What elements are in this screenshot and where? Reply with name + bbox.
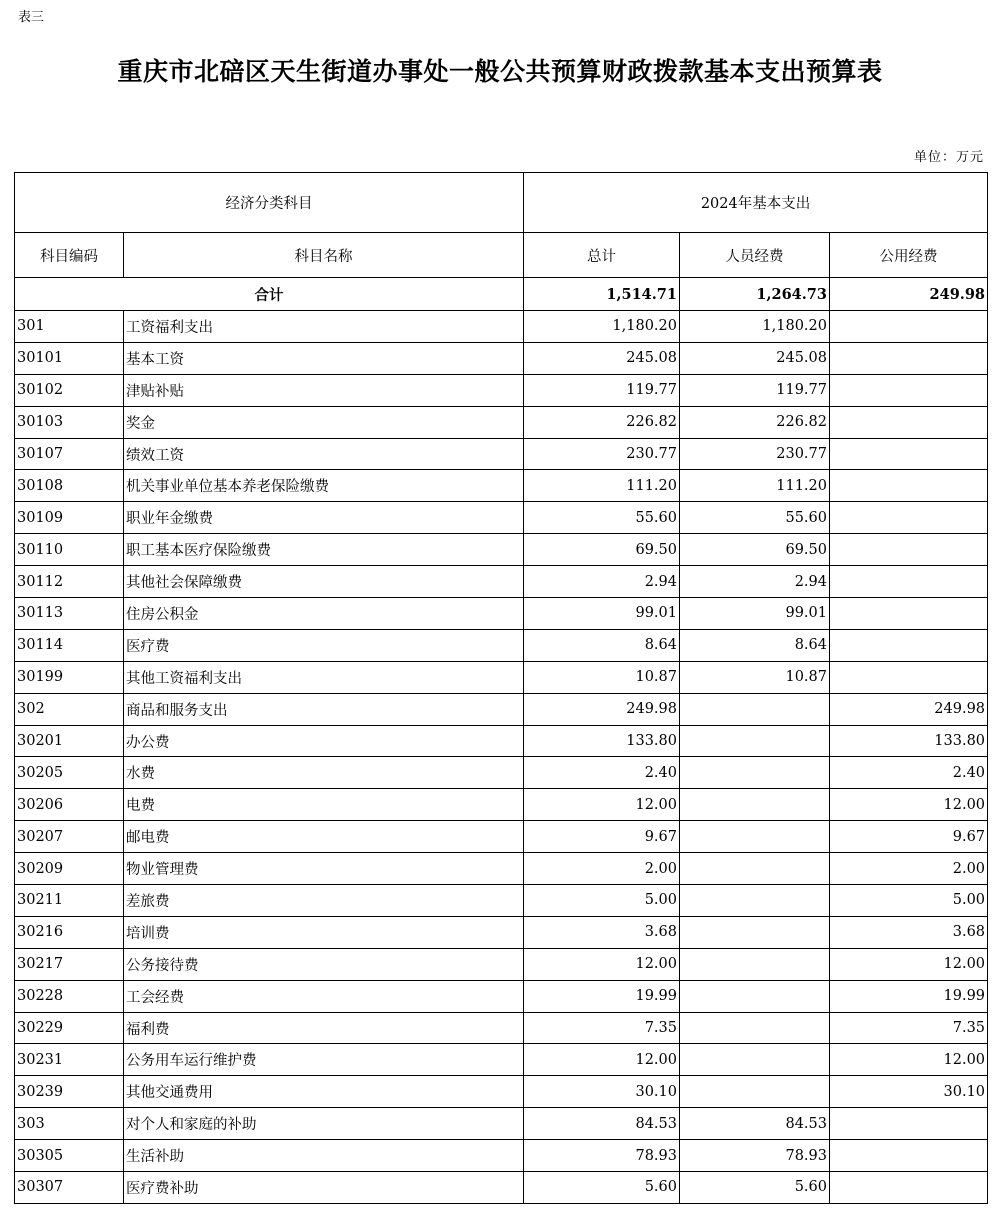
row-public: [830, 598, 988, 630]
row-total: 8.64: [524, 629, 680, 661]
row-personnel: [680, 916, 830, 948]
table-row: [15, 566, 988, 598]
row-personnel: 230.77: [680, 438, 830, 470]
row-public: 30.10: [830, 1076, 988, 1108]
table-row: [15, 1076, 988, 1108]
row-total: 9.67: [524, 821, 680, 853]
row-total: 12.00: [524, 1044, 680, 1076]
row-name: 住房公积金: [124, 598, 524, 630]
row-total: 3.68: [524, 916, 680, 948]
row-public: [830, 311, 988, 343]
total-row: [15, 278, 988, 311]
row-code: 30201: [15, 725, 124, 757]
row-total: 55.60: [524, 502, 680, 534]
row-total: 12.00: [524, 789, 680, 821]
table-row: [15, 789, 988, 821]
table-row: [15, 1108, 988, 1140]
row-total: 245.08: [524, 342, 680, 374]
row-name: 职工基本医疗保险缴费: [124, 534, 524, 566]
row-personnel: [680, 1076, 830, 1108]
table-row: [15, 821, 988, 853]
row-personnel: 226.82: [680, 406, 830, 438]
row-personnel: 111.20: [680, 470, 830, 502]
row-total: 1,180.20: [524, 311, 680, 343]
table-row: [15, 661, 988, 693]
row-personnel: [680, 757, 830, 789]
row-name: 工资福利支出: [124, 311, 524, 343]
row-code: 301: [15, 311, 124, 343]
page-title: 重庆市北碚区天生街道办事处一般公共预算财政拨款基本支出预算表: [117, 57, 883, 86]
row-public: 3.68: [830, 916, 988, 948]
row-total: 2.00: [524, 853, 680, 885]
row-code: 30109: [15, 502, 124, 534]
row-public: 2.00: [830, 853, 988, 885]
row-code: 30199: [15, 661, 124, 693]
table-row: [15, 693, 988, 725]
row-total: 7.35: [524, 1012, 680, 1044]
total-public: 249.98: [830, 278, 988, 311]
table-row: [15, 1012, 988, 1044]
row-personnel: [680, 1012, 830, 1044]
row-total: 133.80: [524, 725, 680, 757]
table-row: [15, 406, 988, 438]
row-code: 30229: [15, 1012, 124, 1044]
header-personnel: 人员经费: [680, 233, 830, 278]
row-public: [830, 374, 988, 406]
table-row: [15, 534, 988, 566]
table-row: [15, 948, 988, 980]
row-public: 12.00: [830, 948, 988, 980]
row-public: [830, 1172, 988, 1204]
total-total: 1,514.71: [524, 278, 680, 311]
row-name: 工会经费: [124, 980, 524, 1012]
row-code: 30206: [15, 789, 124, 821]
row-personnel: 8.64: [680, 629, 830, 661]
row-code: 30207: [15, 821, 124, 853]
row-total: 84.53: [524, 1108, 680, 1140]
row-total: 12.00: [524, 948, 680, 980]
row-name: 物业管理费: [124, 853, 524, 885]
row-personnel: 245.08: [680, 342, 830, 374]
row-public: 5.00: [830, 885, 988, 917]
row-name: 对个人和家庭的补助: [124, 1108, 524, 1140]
budget-table: [14, 172, 988, 1204]
header-total: 总计: [524, 233, 680, 278]
row-total: 119.77: [524, 374, 680, 406]
row-code: 30110: [15, 534, 124, 566]
row-code: 30228: [15, 980, 124, 1012]
row-public: 9.67: [830, 821, 988, 853]
header-code: 科目编码: [15, 233, 124, 278]
row-code: 302: [15, 693, 124, 725]
row-public: 7.35: [830, 1012, 988, 1044]
row-name: 电费: [124, 789, 524, 821]
row-total: 10.87: [524, 661, 680, 693]
row-code: 303: [15, 1108, 124, 1140]
table-row: [15, 916, 988, 948]
header-year-basic: 2024年基本支出: [524, 173, 988, 233]
row-code: 30112: [15, 566, 124, 598]
row-public: 133.80: [830, 725, 988, 757]
row-total: 69.50: [524, 534, 680, 566]
table-row: [15, 502, 988, 534]
table-row: [15, 598, 988, 630]
row-public: 2.40: [830, 757, 988, 789]
row-total: 2.40: [524, 757, 680, 789]
row-name: 医疗费补助: [124, 1172, 524, 1204]
row-name: 奖金: [124, 406, 524, 438]
row-public: 12.00: [830, 1044, 988, 1076]
row-name: 培训费: [124, 916, 524, 948]
table-row: [15, 1140, 988, 1172]
row-public: [830, 661, 988, 693]
row-total: 111.20: [524, 470, 680, 502]
row-code: 30307: [15, 1172, 124, 1204]
row-personnel: 1,180.20: [680, 311, 830, 343]
table-row: [15, 1172, 988, 1204]
table-row: [15, 470, 988, 502]
row-total: 2.94: [524, 566, 680, 598]
table-row: [15, 438, 988, 470]
total-label: 合计: [15, 278, 524, 311]
row-name: 公务接待费: [124, 948, 524, 980]
row-public: [830, 470, 988, 502]
header-name: 科目名称: [124, 233, 524, 278]
row-name: 邮电费: [124, 821, 524, 853]
row-personnel: [680, 885, 830, 917]
row-name: 水费: [124, 757, 524, 789]
row-code: 30103: [15, 406, 124, 438]
row-name: 其他工资福利支出: [124, 661, 524, 693]
row-public: [830, 1108, 988, 1140]
row-code: 30231: [15, 1044, 124, 1076]
row-public: [830, 406, 988, 438]
row-personnel: [680, 853, 830, 885]
table-row: [15, 725, 988, 757]
row-total: 226.82: [524, 406, 680, 438]
row-name: 基本工资: [124, 342, 524, 374]
row-name: 机关事业单位基本养老保险缴费: [124, 470, 524, 502]
row-code: 30101: [15, 342, 124, 374]
row-code: 30305: [15, 1140, 124, 1172]
row-personnel: 84.53: [680, 1108, 830, 1140]
row-personnel: [680, 693, 830, 725]
row-code: 30205: [15, 757, 124, 789]
table-row: [15, 853, 988, 885]
unit-label: 单位：万元: [913, 150, 984, 165]
header-row-columns: [15, 233, 988, 278]
table-number: 表三: [18, 10, 45, 25]
row-personnel: [680, 980, 830, 1012]
row-total: 230.77: [524, 438, 680, 470]
table-row: [15, 374, 988, 406]
row-name: 差旅费: [124, 885, 524, 917]
row-name: 绩效工资: [124, 438, 524, 470]
row-personnel: 99.01: [680, 598, 830, 630]
row-total: 99.01: [524, 598, 680, 630]
row-name: 生活补助: [124, 1140, 524, 1172]
row-public: [830, 342, 988, 374]
table-row: [15, 980, 988, 1012]
row-personnel: [680, 1044, 830, 1076]
row-public: 12.00: [830, 789, 988, 821]
row-code: 30211: [15, 885, 124, 917]
row-code: 30102: [15, 374, 124, 406]
row-name: 医疗费: [124, 629, 524, 661]
header-public: 公用经费: [830, 233, 988, 278]
row-total: 5.60: [524, 1172, 680, 1204]
row-public: [830, 1140, 988, 1172]
row-name: 其他社会保障缴费: [124, 566, 524, 598]
table-row: [15, 311, 988, 343]
row-personnel: [680, 948, 830, 980]
row-code: 30216: [15, 916, 124, 948]
row-code: 30107: [15, 438, 124, 470]
header-row-group: [15, 173, 988, 233]
row-total: 249.98: [524, 693, 680, 725]
row-personnel: [680, 789, 830, 821]
row-name: 津贴补贴: [124, 374, 524, 406]
row-code: 30217: [15, 948, 124, 980]
row-total: 19.99: [524, 980, 680, 1012]
row-code: 30114: [15, 629, 124, 661]
table-row: [15, 757, 988, 789]
row-code: 30108: [15, 470, 124, 502]
row-public: 19.99: [830, 980, 988, 1012]
row-personnel: 10.87: [680, 661, 830, 693]
row-public: [830, 534, 988, 566]
table-row: [15, 885, 988, 917]
total-personnel: 1,264.73: [680, 278, 830, 311]
row-personnel: 69.50: [680, 534, 830, 566]
row-code: 30113: [15, 598, 124, 630]
row-code: 30209: [15, 853, 124, 885]
row-total: 30.10: [524, 1076, 680, 1108]
row-name: 职业年金缴费: [124, 502, 524, 534]
row-public: 249.98: [830, 693, 988, 725]
row-personnel: [680, 725, 830, 757]
row-public: [830, 629, 988, 661]
table-row: [15, 342, 988, 374]
table-row: [15, 1044, 988, 1076]
row-personnel: 78.93: [680, 1140, 830, 1172]
row-name: 福利费: [124, 1012, 524, 1044]
row-public: [830, 566, 988, 598]
row-name: 商品和服务支出: [124, 693, 524, 725]
row-public: [830, 438, 988, 470]
row-personnel: [680, 821, 830, 853]
row-personnel: 119.77: [680, 374, 830, 406]
row-code: 30239: [15, 1076, 124, 1108]
row-name: 公务用车运行维护费: [124, 1044, 524, 1076]
row-name: 办公费: [124, 725, 524, 757]
table-row: [15, 629, 988, 661]
row-total: 78.93: [524, 1140, 680, 1172]
row-public: [830, 502, 988, 534]
row-total: 5.00: [524, 885, 680, 917]
row-personnel: 5.60: [680, 1172, 830, 1204]
row-personnel: 2.94: [680, 566, 830, 598]
row-personnel: 55.60: [680, 502, 830, 534]
row-name: 其他交通费用: [124, 1076, 524, 1108]
header-econ-class: 经济分类科目: [15, 173, 524, 233]
